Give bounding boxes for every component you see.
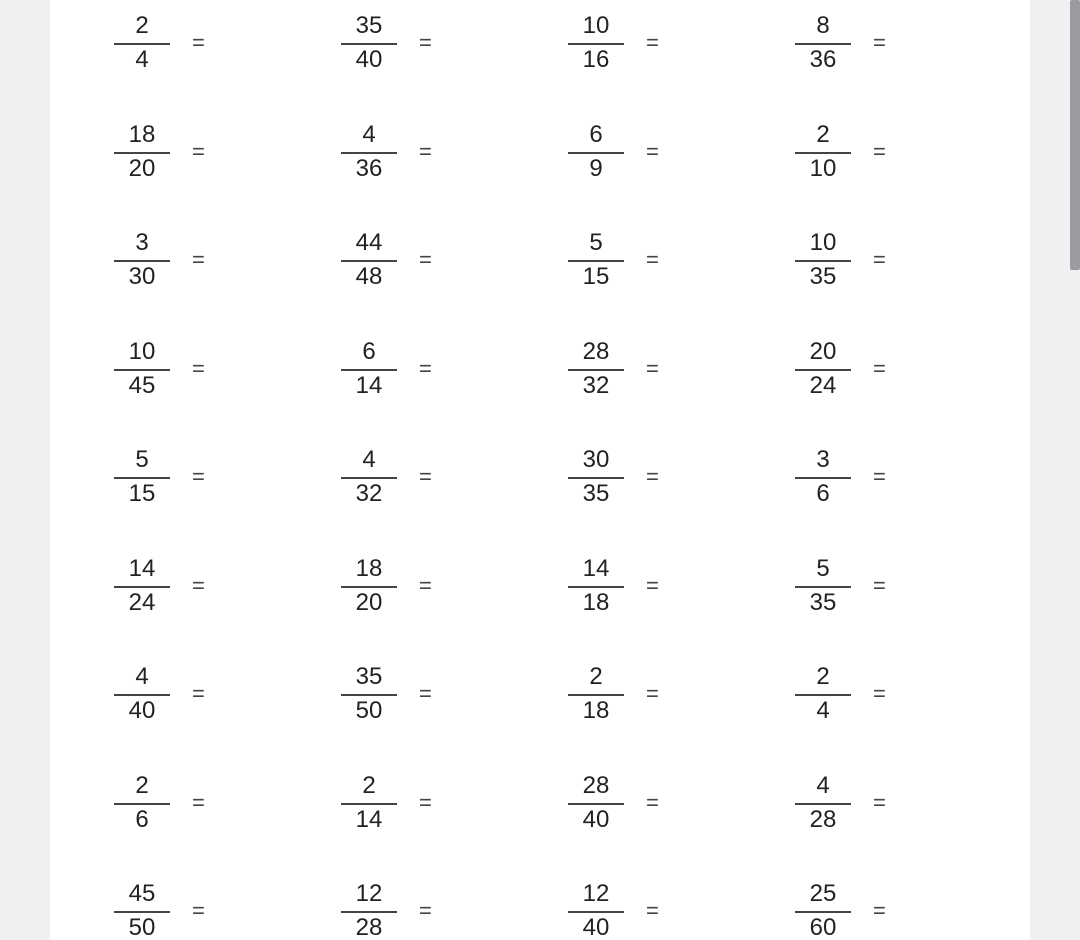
equals-sign: =	[873, 247, 886, 272]
fraction-problem	[112, 334, 232, 404]
denominator: 50	[355, 697, 383, 724]
denominator: 15	[128, 480, 156, 507]
denominator: 10	[809, 155, 837, 182]
numerator: 5	[816, 555, 830, 582]
denominator: 14	[355, 372, 383, 399]
fraction-problem	[339, 659, 459, 729]
fraction-bar	[341, 477, 397, 479]
denominator: 32	[355, 480, 383, 507]
fraction-problem	[793, 334, 913, 404]
fraction	[339, 8, 399, 78]
numerator: 6	[362, 338, 376, 365]
fraction-bar	[795, 694, 851, 696]
denominator: 30	[128, 263, 156, 290]
worksheet-page	[50, 0, 1030, 940]
denominator: 20	[128, 155, 156, 182]
fraction-bar	[568, 477, 624, 479]
denominator: 15	[582, 263, 610, 290]
denominator: 6	[816, 480, 830, 507]
denominator: 32	[582, 372, 610, 399]
fraction	[566, 225, 626, 295]
vertical-scrollbar[interactable]	[1068, 0, 1080, 940]
equals-sign: =	[419, 356, 432, 381]
fraction-problem	[339, 551, 459, 621]
numerator: 4	[816, 772, 830, 799]
equals-sign: =	[873, 790, 886, 815]
denominator: 40	[128, 697, 156, 724]
denominator: 36	[809, 46, 837, 73]
fraction-problem	[793, 768, 913, 838]
fraction-problem	[339, 117, 459, 187]
numerator: 12	[355, 880, 383, 907]
fraction-bar	[795, 369, 851, 371]
denominator: 20	[355, 589, 383, 616]
equals-sign: =	[873, 464, 886, 489]
denominator: 45	[128, 372, 156, 399]
fraction-bar	[114, 369, 170, 371]
denominator: 4	[135, 46, 149, 73]
denominator: 28	[355, 914, 383, 940]
numerator: 14	[128, 555, 156, 582]
fraction-bar	[341, 260, 397, 262]
equals-sign: =	[419, 464, 432, 489]
numerator: 5	[135, 446, 149, 473]
numerator: 44	[355, 229, 383, 256]
denominator: 18	[582, 589, 610, 616]
equals-sign: =	[419, 247, 432, 272]
equals-sign: =	[873, 356, 886, 381]
numerator: 2	[816, 663, 830, 690]
equals-sign: =	[419, 573, 432, 598]
fraction-problem	[112, 442, 232, 512]
equals-sign: =	[646, 681, 659, 706]
denominator: 24	[128, 589, 156, 616]
denominator: 35	[809, 589, 837, 616]
fraction	[793, 442, 853, 512]
equals-sign: =	[192, 681, 205, 706]
fraction	[339, 117, 399, 187]
equals-sign: =	[192, 898, 205, 923]
numerator: 18	[355, 555, 383, 582]
fraction-bar	[568, 586, 624, 588]
fraction	[566, 768, 626, 838]
equals-sign: =	[192, 139, 205, 164]
fraction-bar	[114, 803, 170, 805]
fraction-problem	[339, 768, 459, 838]
fraction-problem	[566, 442, 686, 512]
equals-sign: =	[192, 247, 205, 272]
fraction-problem	[566, 551, 686, 621]
fraction-bar	[568, 803, 624, 805]
fraction-bar	[114, 477, 170, 479]
equals-sign: =	[646, 898, 659, 923]
fraction	[566, 442, 626, 512]
fraction-problem	[793, 117, 913, 187]
numerator: 8	[816, 12, 830, 39]
denominator: 48	[355, 263, 383, 290]
numerator: 25	[809, 880, 837, 907]
fraction	[566, 8, 626, 78]
numerator: 18	[128, 121, 156, 148]
fraction-bar	[341, 694, 397, 696]
fraction	[566, 551, 626, 621]
denominator: 14	[355, 806, 383, 833]
equals-sign: =	[646, 30, 659, 55]
equals-sign: =	[419, 790, 432, 815]
fraction-problem	[112, 551, 232, 621]
fraction	[112, 551, 172, 621]
denominator: 9	[589, 155, 603, 182]
numerator: 30	[582, 446, 610, 473]
fraction	[339, 768, 399, 838]
numerator: 2	[135, 772, 149, 799]
fraction	[339, 876, 399, 940]
fraction-problem	[339, 334, 459, 404]
numerator: 12	[582, 880, 610, 907]
fraction-bar	[114, 260, 170, 262]
denominator: 40	[355, 46, 383, 73]
fraction-problem	[566, 659, 686, 729]
fraction-problem	[112, 117, 232, 187]
numerator: 3	[816, 446, 830, 473]
equals-sign: =	[192, 464, 205, 489]
equals-sign: =	[646, 790, 659, 815]
numerator: 10	[809, 229, 837, 256]
denominator: 6	[135, 806, 149, 833]
equals-sign: =	[873, 681, 886, 706]
fraction-problem	[793, 442, 913, 512]
numerator: 10	[582, 12, 610, 39]
denominator: 40	[582, 806, 610, 833]
denominator: 40	[582, 914, 610, 940]
fraction-bar	[341, 43, 397, 45]
fraction-bar	[114, 586, 170, 588]
fraction-problem	[793, 876, 913, 940]
fraction	[566, 117, 626, 187]
equals-sign: =	[873, 30, 886, 55]
denominator: 28	[809, 806, 837, 833]
fraction-bar	[114, 694, 170, 696]
fraction-bar	[568, 694, 624, 696]
numerator: 35	[355, 663, 383, 690]
fraction-bar	[114, 152, 170, 154]
fraction-bar	[795, 260, 851, 262]
denominator: 60	[809, 914, 837, 940]
denominator: 16	[582, 46, 610, 73]
denominator: 36	[355, 155, 383, 182]
fraction	[793, 225, 853, 295]
numerator: 2	[816, 121, 830, 148]
fraction	[566, 659, 626, 729]
numerator: 4	[362, 121, 376, 148]
equals-sign: =	[646, 139, 659, 164]
numerator: 3	[135, 229, 149, 256]
fraction	[112, 117, 172, 187]
fraction-problem	[112, 8, 232, 78]
fraction-bar	[568, 43, 624, 45]
fraction-bar	[568, 152, 624, 154]
numerator: 14	[582, 555, 610, 582]
fraction	[793, 876, 853, 940]
fraction	[793, 768, 853, 838]
equals-sign: =	[419, 681, 432, 706]
equals-sign: =	[192, 573, 205, 598]
fraction-problem	[566, 876, 686, 940]
fraction-bar	[114, 43, 170, 45]
fraction-problem	[339, 442, 459, 512]
equals-sign: =	[419, 30, 432, 55]
numerator: 45	[128, 880, 156, 907]
fraction-problem	[793, 659, 913, 729]
fraction	[339, 225, 399, 295]
scrollbar-thumb[interactable]	[1070, 0, 1080, 270]
fraction-problem	[566, 117, 686, 187]
fraction-bar	[341, 803, 397, 805]
denominator: 50	[128, 914, 156, 940]
numerator: 20	[809, 338, 837, 365]
numerator: 35	[355, 12, 383, 39]
fraction	[793, 659, 853, 729]
equals-sign: =	[873, 898, 886, 923]
fraction-bar	[568, 260, 624, 262]
numerator: 4	[135, 663, 149, 690]
numerator: 6	[589, 121, 603, 148]
fraction-bar	[795, 586, 851, 588]
equals-sign: =	[419, 139, 432, 164]
denominator: 24	[809, 372, 837, 399]
numerator: 28	[582, 772, 610, 799]
fraction-problem	[566, 8, 686, 78]
fraction-bar	[341, 369, 397, 371]
fraction-bar	[795, 43, 851, 45]
fraction	[793, 8, 853, 78]
fraction	[793, 334, 853, 404]
fraction	[112, 442, 172, 512]
numerator: 2	[362, 772, 376, 799]
equals-sign: =	[873, 139, 886, 164]
fraction-problem	[112, 225, 232, 295]
fraction	[566, 876, 626, 940]
denominator: 35	[809, 263, 837, 290]
fraction	[566, 334, 626, 404]
numerator: 2	[135, 12, 149, 39]
numerator: 5	[589, 229, 603, 256]
fraction-bar	[341, 152, 397, 154]
fraction-bar	[341, 586, 397, 588]
fraction-bar	[568, 911, 624, 913]
numerator: 28	[582, 338, 610, 365]
fraction-problem	[793, 225, 913, 295]
denominator: 35	[582, 480, 610, 507]
equals-sign: =	[192, 30, 205, 55]
fraction-problem	[793, 551, 913, 621]
equals-sign: =	[646, 573, 659, 598]
fraction-problem	[112, 659, 232, 729]
equals-sign: =	[192, 790, 205, 815]
equals-sign: =	[192, 356, 205, 381]
equals-sign: =	[646, 464, 659, 489]
fraction	[339, 334, 399, 404]
fraction	[112, 225, 172, 295]
fraction	[112, 768, 172, 838]
fraction	[112, 659, 172, 729]
fraction	[339, 659, 399, 729]
fraction-problem	[339, 8, 459, 78]
fraction	[793, 117, 853, 187]
fraction-bar	[114, 911, 170, 913]
fraction-bar	[795, 911, 851, 913]
fraction-problem	[339, 225, 459, 295]
fraction-problem	[566, 768, 686, 838]
equals-sign: =	[646, 356, 659, 381]
fraction-problem	[566, 334, 686, 404]
equals-sign: =	[646, 247, 659, 272]
numerator: 10	[128, 338, 156, 365]
fraction-bar	[795, 477, 851, 479]
fraction	[112, 876, 172, 940]
fraction-bar	[795, 803, 851, 805]
numerator: 4	[362, 446, 376, 473]
fraction-bar	[341, 911, 397, 913]
denominator: 18	[582, 697, 610, 724]
equals-sign: =	[419, 898, 432, 923]
denominator: 4	[816, 697, 830, 724]
equals-sign: =	[873, 573, 886, 598]
fraction	[339, 551, 399, 621]
fraction-bar	[795, 152, 851, 154]
fraction	[793, 551, 853, 621]
fraction-problem	[566, 225, 686, 295]
numerator: 2	[589, 663, 603, 690]
fraction	[112, 334, 172, 404]
fraction-problem	[793, 8, 913, 78]
fraction-problem	[339, 876, 459, 940]
fraction-problem	[112, 876, 232, 940]
fraction-bar	[568, 369, 624, 371]
fraction	[339, 442, 399, 512]
fraction	[112, 8, 172, 78]
fraction-problem	[112, 768, 232, 838]
